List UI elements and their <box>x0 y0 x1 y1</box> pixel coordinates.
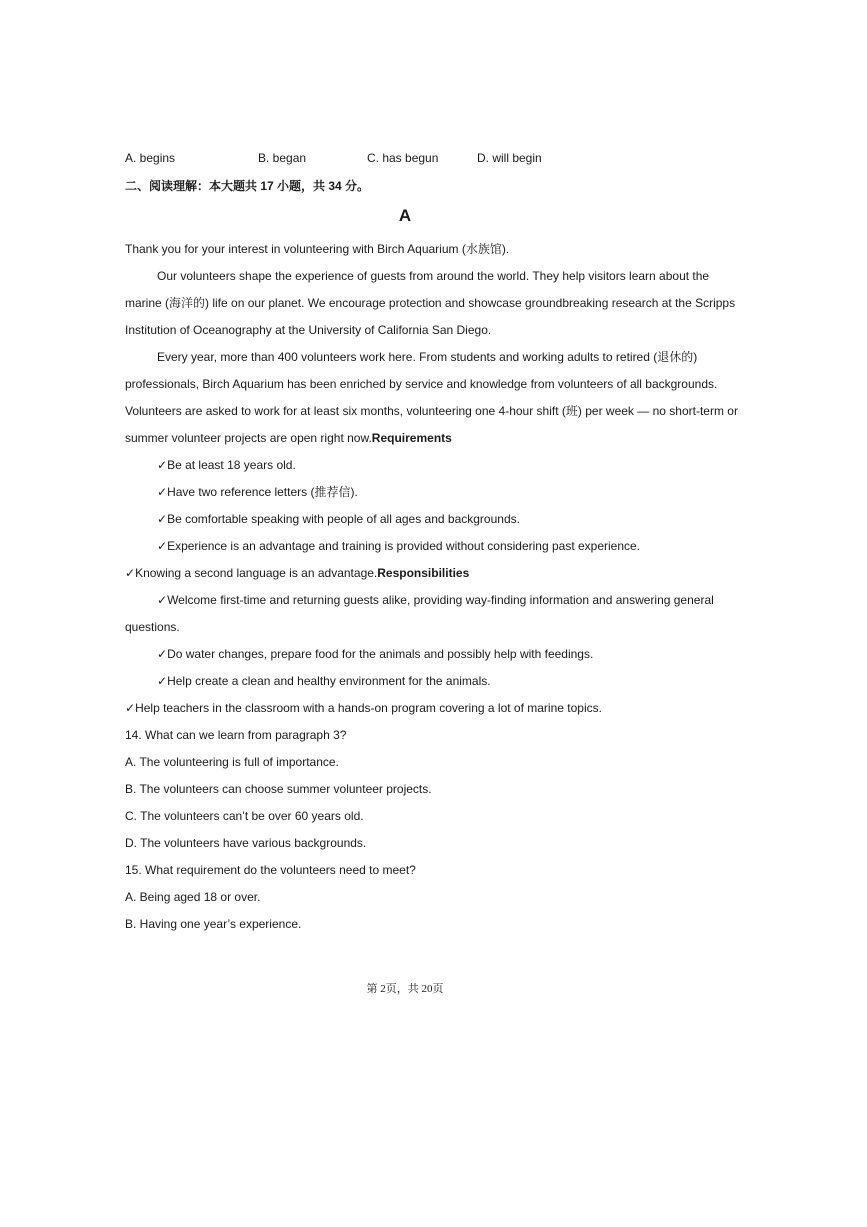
requirement-item: ✓Be comfortable speaking with people of all ages and backgrounds. <box>157 512 520 526</box>
para3-line-3: Volunteers are asked to work for at least six months, volunteering one 4-hour shift (班) per week — no short-term or <box>125 404 738 418</box>
option-d: D. will begin <box>477 151 542 165</box>
checkmark-icon: ✓ <box>157 458 168 472</box>
responsibility-item: ✓Help create a clean and healthy environment for the animals. <box>157 674 491 688</box>
para2-line-2: marine (海洋的) life on our planet. We encourage protection and showcase groundbreaking research at the Scripps <box>125 296 736 310</box>
passage-title: A <box>398 206 412 225</box>
responsibility-item: ✓Welcome first-time and returning guests alike, providing way-finding information and answering general <box>157 593 714 607</box>
question-14-option-b: B. The volunteers can choose summer volunteer projects. <box>125 782 432 796</box>
page-footer: 第 2页，共 20页 <box>366 983 444 995</box>
requirement-item: ✓Knowing a second language is an advantage.Responsibilities <box>125 566 470 580</box>
checkmark-icon: ✓ <box>157 647 168 661</box>
para3-line-4: summer volunteer projects are open right now.Requirements <box>125 431 452 445</box>
requirement-item: ✓Experience is an advantage and training is provided without considering past experience. <box>157 539 641 553</box>
checkmark-icon: ✓ <box>157 512 168 526</box>
checkmark-icon: ✓ <box>157 674 168 688</box>
intro-line: Thank you for your interest in volunteering with Birch Aquarium (水族馆). <box>125 242 510 256</box>
checkmark-icon: ✓ <box>157 593 168 607</box>
option-c: C. has begun <box>367 151 439 165</box>
option-b: B. began <box>258 151 307 165</box>
responsibility-item-continued: questions. <box>125 620 180 634</box>
checkmark-icon: ✓ <box>125 566 136 580</box>
responsibility-item: ✓Help teachers in the classroom with a hands-on program covering a lot of marine topics. <box>125 701 602 715</box>
section-header: 二、阅读理解：本大题共 17 小题，共 34 分。 <box>125 179 370 193</box>
requirements-heading: Requirements <box>371 431 452 445</box>
question-15-stem: 15. What requirement do the volunteers need to meet? <box>125 863 416 877</box>
checkmark-icon: ✓ <box>125 701 136 715</box>
question-14-option-d: D. The volunteers have various backgrounds. <box>125 836 367 850</box>
para2-line-1: Our volunteers shape the experience of guests from around the world. They help visitors learn about the <box>157 269 710 283</box>
question-14-option-a: A. The volunteering is full of importance. <box>125 755 339 769</box>
question-14-option-c: C. The volunteers can’t be over 60 years old. <box>125 809 364 823</box>
question-15-option-b: B. Having one year’s experience. <box>125 917 302 931</box>
requirement-item: ✓Be at least 18 years old. <box>157 458 296 472</box>
responsibility-item: ✓Do water changes, prepare food for the animals and possibly help with feedings. <box>157 647 594 661</box>
option-a: A. begins <box>125 151 176 165</box>
question-15-option-a: A. Being aged 18 or over. <box>125 890 261 904</box>
checkmark-icon: ✓ <box>157 539 168 553</box>
checkmark-icon: ✓ <box>157 485 168 499</box>
requirement-item: ✓Have two reference letters (推荐信). <box>157 485 358 499</box>
para2-line-3: Institution of Oceanography at the University of California San Diego. <box>125 323 492 337</box>
responsibilities-heading: Responsibilities <box>377 566 470 580</box>
question-14-stem: 14. What can we learn from paragraph 3? <box>125 728 347 742</box>
para3-line-2: professionals, Birch Aquarium has been enriched by service and knowledge from volunteers of all backgrounds. <box>125 377 718 391</box>
para3-line-1: Every year, more than 400 volunteers work here. From students and working adults to retired (退休的) <box>157 350 698 364</box>
